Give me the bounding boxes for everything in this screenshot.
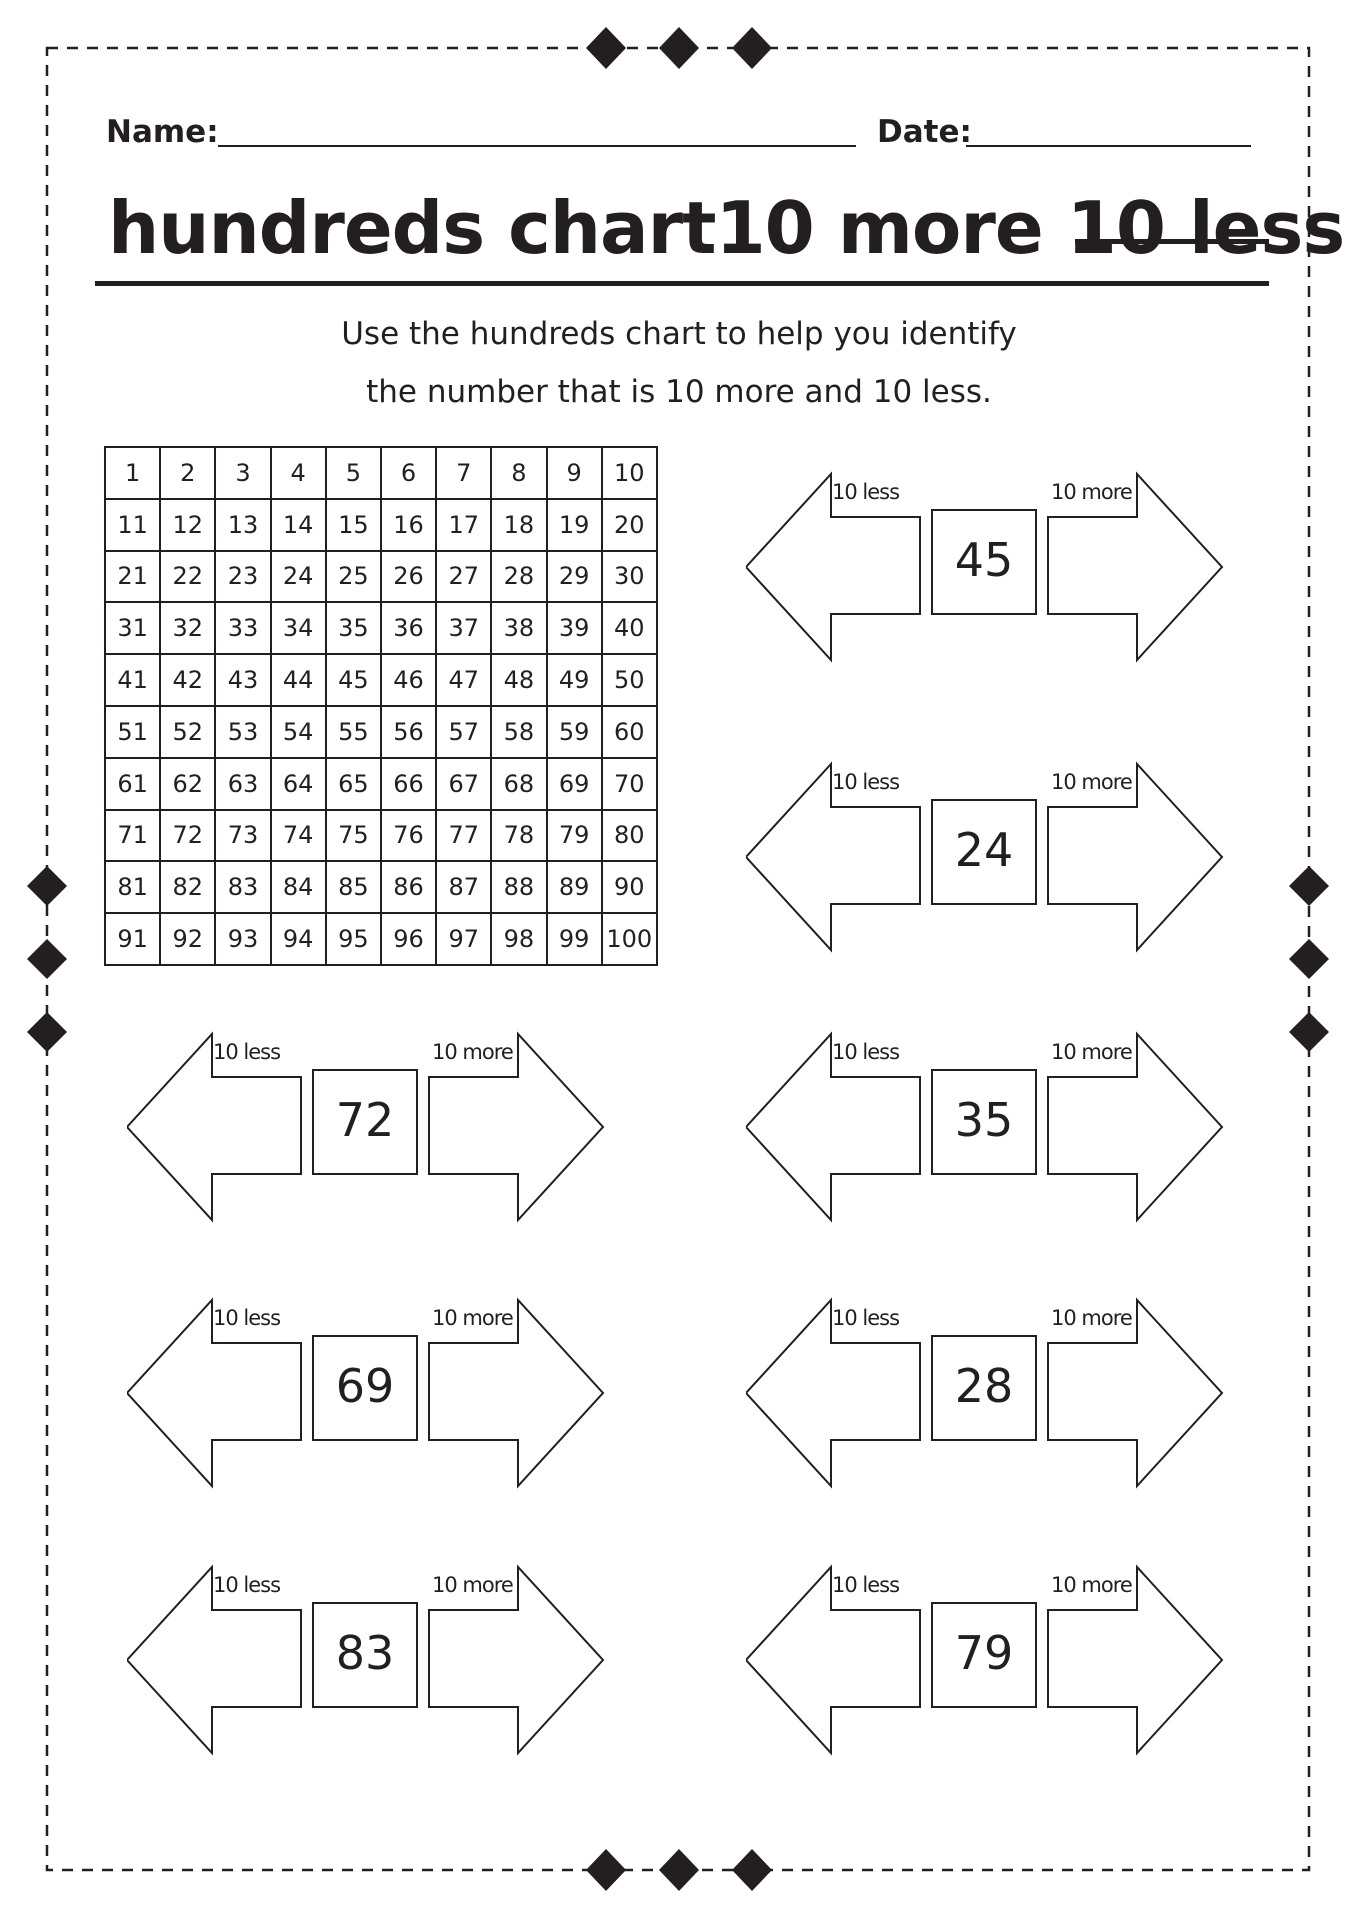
chart-row (105, 861, 657, 913)
chart-cell: 7 (436, 447, 491, 499)
chart-cell: 29 (547, 551, 602, 603)
problem-4 (746, 1030, 1226, 1225)
date-label: Date: (877, 114, 972, 150)
ten-less-label: 10 less (832, 1040, 900, 1064)
chart-cell: 5 (326, 447, 381, 499)
chart-cell: 84 (271, 861, 326, 913)
chart-cell: 75 (326, 810, 381, 862)
chart-cell: 83 (215, 861, 270, 913)
chart-row (105, 551, 657, 603)
chart-cell: 49 (547, 654, 602, 706)
chart-cell: 22 (160, 551, 215, 603)
chart-cell: 69 (547, 758, 602, 810)
chart-cell: 68 (491, 758, 546, 810)
worksheet-title: hundreds chart10 more 10 less (108, 186, 1345, 270)
chart-cell: 94 (271, 913, 326, 965)
instructions-line-2: the number that is 10 more and 10 less. (366, 374, 992, 410)
chart-cell: 21 (105, 551, 160, 603)
chart-row (105, 447, 657, 499)
name-field[interactable] (218, 145, 856, 147)
chart-cell: 65 (326, 758, 381, 810)
chart-cell: 10 (602, 447, 657, 499)
diamond-icon (732, 27, 772, 69)
chart-cell: 12 (160, 499, 215, 551)
start-number: 28 (954, 1359, 1014, 1413)
chart-cell: 17 (436, 499, 491, 551)
chart-cell: 11 (105, 499, 160, 551)
chart-cell: 35 (326, 602, 381, 654)
ten-less-label: 10 less (213, 1573, 281, 1597)
title-underline (95, 281, 1269, 286)
chart-cell: 62 (160, 758, 215, 810)
chart-row (105, 602, 657, 654)
problem-1 (746, 470, 1226, 665)
chart-cell: 90 (602, 861, 657, 913)
ten-more-label: 10 more (1051, 480, 1132, 504)
ten-more-label: 10 more (432, 1306, 513, 1330)
chart-cell: 2 (160, 447, 215, 499)
ten-more-label: 10 more (1051, 1306, 1132, 1330)
ten-less-label: 10 less (213, 1040, 281, 1064)
chart-cell: 13 (215, 499, 270, 551)
chart-cell: 96 (381, 913, 436, 965)
chart-cell: 53 (215, 706, 270, 758)
diamond-icon (27, 1012, 67, 1052)
chart-cell: 57 (436, 706, 491, 758)
chart-cell: 41 (105, 654, 160, 706)
diamond-icon (27, 866, 67, 906)
start-number: 69 (335, 1359, 395, 1413)
chart-cell: 25 (326, 551, 381, 603)
chart-cell: 48 (491, 654, 546, 706)
diamond-icon (27, 939, 67, 979)
ten-more-label: 10 more (1051, 1573, 1132, 1597)
chart-cell: 66 (381, 758, 436, 810)
chart-cell: 47 (436, 654, 491, 706)
chart-cell: 44 (271, 654, 326, 706)
diamond-icon (586, 27, 626, 69)
chart-row (105, 654, 657, 706)
chart-cell: 39 (547, 602, 602, 654)
ten-less-label: 10 less (832, 480, 900, 504)
diamond-icon (732, 1849, 772, 1891)
chart-cell: 99 (547, 913, 602, 965)
chart-cell: 74 (271, 810, 326, 862)
chart-cell: 26 (381, 551, 436, 603)
ten-more-label: 10 more (1051, 770, 1132, 794)
chart-cell: 50 (602, 654, 657, 706)
chart-cell: 61 (105, 758, 160, 810)
chart-cell: 63 (215, 758, 270, 810)
chart-cell: 89 (547, 861, 602, 913)
chart-row (105, 810, 657, 862)
ten-less-label: 10 less (832, 1573, 900, 1597)
chart-cell: 79 (547, 810, 602, 862)
chart-cell: 18 (491, 499, 546, 551)
chart-cell: 30 (602, 551, 657, 603)
diamond-icon (1289, 939, 1329, 979)
chart-row (105, 758, 657, 810)
ten-more-label: 10 more (1051, 1040, 1132, 1064)
chart-cell: 93 (215, 913, 270, 965)
chart-cell: 85 (326, 861, 381, 913)
chart-cell: 81 (105, 861, 160, 913)
chart-cell: 45 (326, 654, 381, 706)
diamond-icon (586, 1849, 626, 1891)
chart-cell: 38 (491, 602, 546, 654)
start-number: 79 (954, 1626, 1014, 1680)
chart-cell: 46 (381, 654, 436, 706)
chart-cell: 82 (160, 861, 215, 913)
chart-cell: 14 (271, 499, 326, 551)
chart-cell: 56 (381, 706, 436, 758)
chart-cell: 19 (547, 499, 602, 551)
chart-cell: 23 (215, 551, 270, 603)
chart-cell: 52 (160, 706, 215, 758)
chart-row (105, 499, 657, 551)
ten-less-label: 10 less (213, 1306, 281, 1330)
chart-cell: 95 (326, 913, 381, 965)
problem-8 (746, 1563, 1226, 1758)
chart-cell: 24 (271, 551, 326, 603)
chart-cell: 70 (602, 758, 657, 810)
chart-cell: 59 (547, 706, 602, 758)
chart-cell: 15 (326, 499, 381, 551)
hundreds-chart (104, 446, 658, 966)
start-number: 24 (954, 823, 1014, 877)
chart-cell: 97 (436, 913, 491, 965)
chart-cell: 72 (160, 810, 215, 862)
chart-row (105, 706, 657, 758)
chart-cell: 33 (215, 602, 270, 654)
start-number: 72 (335, 1093, 395, 1147)
diamond-icon (1289, 866, 1329, 906)
chart-cell: 40 (602, 602, 657, 654)
diamond-icon (659, 1849, 699, 1891)
chart-cell: 54 (271, 706, 326, 758)
chart-cell: 37 (436, 602, 491, 654)
chart-cell: 67 (436, 758, 491, 810)
chart-cell: 31 (105, 602, 160, 654)
chart-cell: 36 (381, 602, 436, 654)
chart-cell: 51 (105, 706, 160, 758)
chart-cell: 64 (271, 758, 326, 810)
chart-cell: 4 (271, 447, 326, 499)
start-number: 83 (335, 1626, 395, 1680)
chart-cell: 86 (381, 861, 436, 913)
problem-6 (746, 1296, 1226, 1491)
start-number: 45 (954, 533, 1014, 587)
chart-cell: 80 (602, 810, 657, 862)
ten-more-label: 10 more (432, 1573, 513, 1597)
chart-cell: 98 (491, 913, 546, 965)
chart-cell: 77 (436, 810, 491, 862)
ten-less-label: 10 less (832, 1306, 900, 1330)
problem-7 (127, 1563, 607, 1758)
ten-more-label: 10 more (432, 1040, 513, 1064)
chart-cell: 6 (381, 447, 436, 499)
diamond-icon (659, 27, 699, 69)
title-blank-line (1075, 239, 1269, 244)
chart-cell: 92 (160, 913, 215, 965)
chart-cell: 87 (436, 861, 491, 913)
problem-2 (746, 760, 1226, 955)
start-number: 35 (954, 1093, 1014, 1147)
chart-cell: 43 (215, 654, 270, 706)
ten-less-label: 10 less (832, 770, 900, 794)
chart-cell: 76 (381, 810, 436, 862)
chart-cell: 1 (105, 447, 160, 499)
chart-cell: 78 (491, 810, 546, 862)
chart-cell: 42 (160, 654, 215, 706)
chart-cell: 100 (602, 913, 657, 965)
chart-cell: 60 (602, 706, 657, 758)
date-field[interactable] (966, 145, 1251, 147)
chart-cell: 20 (602, 499, 657, 551)
chart-cell: 73 (215, 810, 270, 862)
chart-cell: 27 (436, 551, 491, 603)
chart-row (105, 913, 657, 965)
chart-cell: 32 (160, 602, 215, 654)
chart-cell: 34 (271, 602, 326, 654)
chart-cell: 3 (215, 447, 270, 499)
chart-cell: 55 (326, 706, 381, 758)
instructions-line-1: Use the hundreds chart to help you identify (341, 316, 1017, 352)
chart-cell: 8 (491, 447, 546, 499)
problem-3 (127, 1030, 607, 1225)
chart-cell: 88 (491, 861, 546, 913)
diamond-icon (1289, 1012, 1329, 1052)
chart-cell: 71 (105, 810, 160, 862)
chart-cell: 28 (491, 551, 546, 603)
name-label: Name: (106, 114, 219, 150)
chart-cell: 16 (381, 499, 436, 551)
chart-cell: 91 (105, 913, 160, 965)
chart-cell: 9 (547, 447, 602, 499)
problem-5 (127, 1296, 607, 1491)
chart-cell: 58 (491, 706, 546, 758)
